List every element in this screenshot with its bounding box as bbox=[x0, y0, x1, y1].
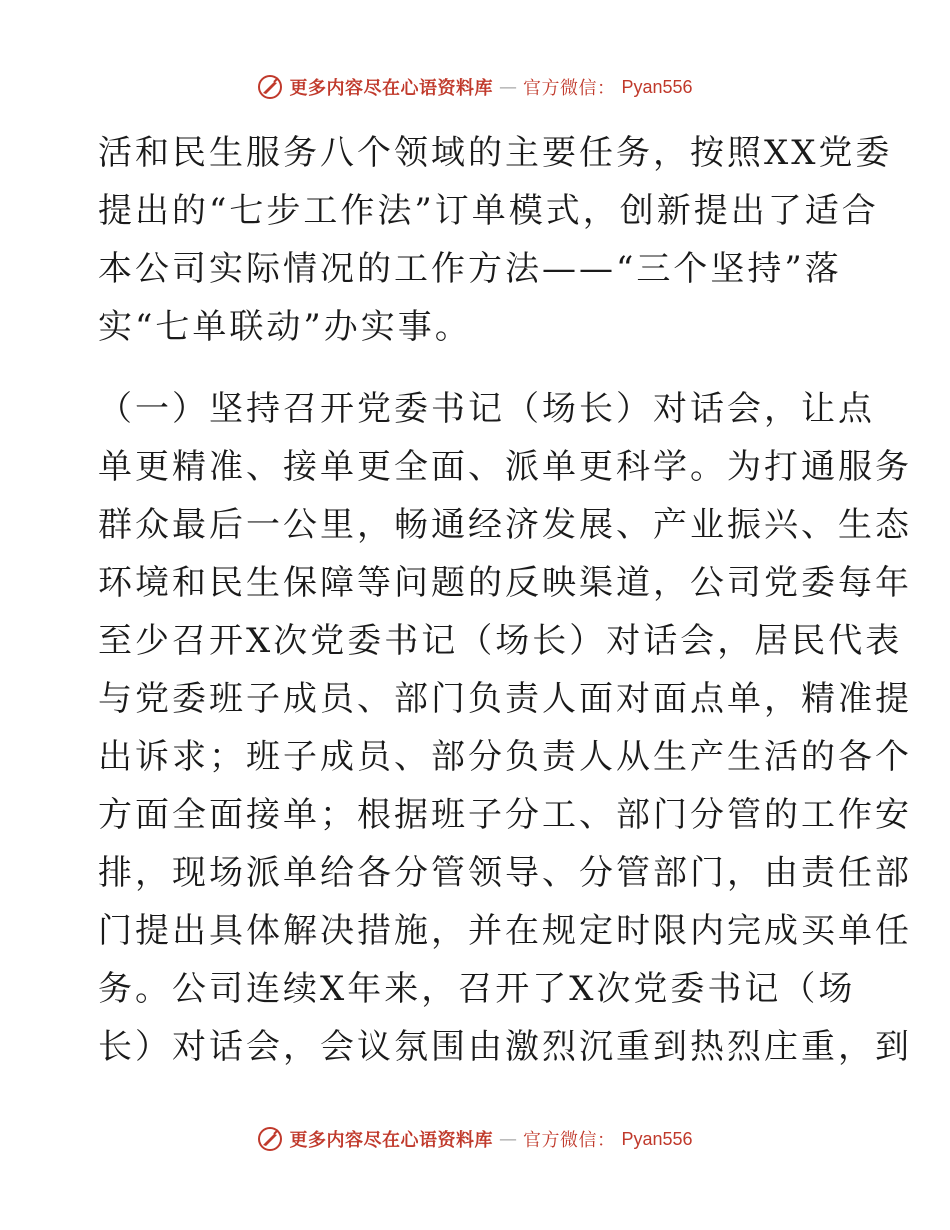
text-line: 长）对话会，会议氛围由激烈沉重到热烈庄重，到 bbox=[98, 1027, 912, 1067]
watermark-separator: — bbox=[498, 76, 517, 98]
document-body bbox=[98, 124, 912, 1076]
watermark-main-text: 更多内容尽在心语资料库 bbox=[289, 1130, 493, 1151]
text-line: 提出的“七步工作法”订单模式，创新提出了适合 bbox=[98, 191, 879, 231]
quill-logo-icon bbox=[257, 1126, 283, 1152]
text-line: 与党委班子成员、部门负责人面对面点单，精准提 bbox=[98, 679, 912, 719]
text-line: 门提出具体解决措施，并在规定时限内完成买单任 bbox=[98, 911, 912, 951]
watermark-label: 官方微信： bbox=[522, 1130, 616, 1151]
text-line: 环境和民生保障等问题的反映渠道，公司党委每年 bbox=[98, 563, 912, 603]
watermark-wechat-id: Pyan556 bbox=[621, 1128, 693, 1149]
paragraph-1 bbox=[98, 124, 893, 356]
watermark-separator: — bbox=[498, 1128, 517, 1150]
text-line: 方面全面接单；根据班子分工、部门分管的工作安 bbox=[98, 795, 912, 835]
paragraph-gap bbox=[98, 356, 858, 380]
text-line: 活和民生服务八个领域的主要任务，按照XX党委 bbox=[98, 133, 893, 173]
quill-logo-icon bbox=[257, 74, 283, 100]
paragraph-2 bbox=[98, 380, 912, 1076]
watermark-main-text: 更多内容尽在心语资料库 bbox=[289, 78, 493, 99]
text-line: 务。公司连续X年来，召开了X次党委书记（场 bbox=[98, 969, 856, 1009]
text-line: （一）坚持召开党委书记（场长）对话会，让点 bbox=[98, 389, 875, 429]
text-line: 本公司实际情况的工作方法——“三个坚持”落 bbox=[98, 249, 842, 289]
text-line: 单更精准、接单更全面、派单更科学。为打通服务 bbox=[98, 447, 912, 487]
footer-watermark bbox=[0, 1126, 950, 1152]
watermark-wechat-id: Pyan556 bbox=[621, 76, 693, 97]
text-line: 群众最后一公里，畅通经济发展、产业振兴、生态 bbox=[98, 505, 912, 545]
header-watermark bbox=[0, 74, 950, 100]
watermark-label: 官方微信： bbox=[522, 78, 616, 99]
text-line: 排，现场派单给各分管领导、分管部门，由责任部 bbox=[98, 853, 912, 893]
text-line: 出诉求；班子成员、部分负责人从生产生活的各个 bbox=[98, 737, 912, 777]
text-line: 至少召开X次党委书记（场长）对话会，居民代表 bbox=[98, 621, 903, 661]
text-line: 实“七单联动”办实事。 bbox=[98, 307, 472, 347]
